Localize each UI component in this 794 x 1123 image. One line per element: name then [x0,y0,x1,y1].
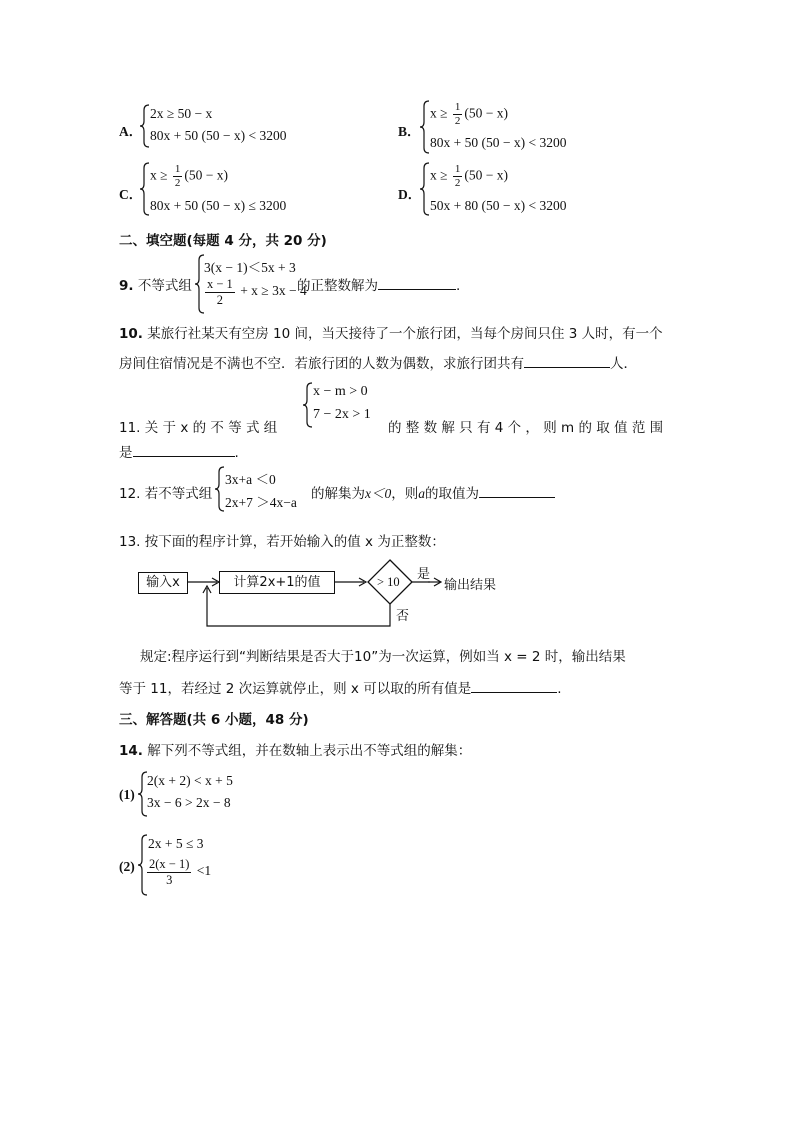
q12-line2: 2x+7 ＞4x−a [225,495,297,510]
q14-text: 14. 解下列不等式组，并在数轴上表示出不等式组的解集： [119,743,472,759]
option-b-line1-end: (50 − x) [464,105,509,121]
fraction-denominator: 2 [454,115,461,127]
fraction-numerator: 2(x − 1) [149,857,190,871]
flowchart-connectors [130,558,430,630]
q13-rule-line1: 规定:程序运行到“判断结果是否大于10”为一次运算，例如当 x = 2 时，输出结果 [140,649,626,665]
q13-text: 13. 按下面的程序计算，若开始输入的值 x 为正整数： [119,534,445,550]
q12-suffix: 的解集为x＜0，则a的取值为 [311,482,555,502]
compute-box: 计算2x+1的值 [219,571,335,594]
section-2-title: 二、填空题(每题 4 分，共 20 分) [119,233,327,249]
q12-prefix: 12. 若不等式组 [119,486,213,502]
q9-line1: 3(x − 1)＜5x + 3 [204,260,296,275]
option-d-line1-end: (50 − x) [464,167,509,183]
q14-part2-line1: 2x + 5 ≤ 3 [148,836,204,851]
fraction-denominator: 2 [174,177,181,189]
answer-blank[interactable] [479,496,555,498]
fraction-denominator: 2 [216,292,224,307]
q11-suffix: 的 整 数 解 只 有 4 个 ， 则 m 的 取 值 范 围 [388,420,664,436]
fraction-denominator: 3 [166,872,173,887]
fraction-numerator: 1 [454,101,461,113]
option-b-label: B． [398,124,421,139]
output-label: 输出结果 [444,578,497,593]
q11-system [303,382,393,428]
no-label: 否 [396,609,410,624]
option-c-line2: 80x + 50 (50 − x) ≤ 3200 [150,198,287,213]
answer-blank[interactable] [378,288,456,290]
option-d-line2: 50x + 80 (50 − x) < 3200 [430,198,567,213]
option-a-line1: 2x ≥ 50 − x [150,106,213,121]
option-a-system [140,104,300,148]
answer-blank[interactable] [471,691,557,693]
option-b-line1-start: x ≥ [430,105,451,121]
option-b-system [420,100,590,154]
q14-part2-system [138,834,258,896]
q11-line2: 是 . [119,445,239,461]
q10-line1: 10. 某旅行社某天有空房 10 间，当天接待了一个旅行团，当每个房间只住 3 人时，有一个 [119,326,663,342]
q13-rule-line2: 等于 11，若经过 2 次运算就停止，则 x 可以取的所有值是 . [119,681,562,697]
left-brace-icon [140,104,150,148]
q14-part1-line1: 2(x + 2) < x + 5 [147,773,233,788]
option-b-line2: 80x + 50 (50 − x) < 3200 [430,135,567,150]
option-d-label: D． [398,187,422,202]
q14-part2-label: (2) [119,859,135,874]
option-a-label: A． [119,124,143,139]
option-c-system [140,162,310,216]
option-d-line1-start: x ≥ [430,167,451,183]
section-3-title: 三、解答题(共 6 小题，48 分) [119,712,309,728]
input-box: 输入x [138,572,188,594]
q12-system [215,466,315,512]
q14-part1-line2: 3x − 6 > 2x − 8 [147,795,231,810]
q11-line1: x − m > 0 [313,384,368,399]
decision-label: > 10 [377,575,400,589]
q14-part1-system [138,771,258,817]
q10-line2: 房间住宿情况是不满也不空．若旅行团的人数为偶数，求旅行团共有 人． [119,356,637,372]
left-brace-icon [215,466,225,512]
q14-part2-line2-end: <1 [193,863,212,879]
answer-blank[interactable] [524,366,610,368]
q12-line1: 3x+a ＜0 [225,472,276,487]
q14-part1-label: (1) [119,787,135,802]
option-c-line1-start: x ≥ [150,167,171,183]
left-brace-icon [303,382,313,428]
option-c-line1-end: (50 − x) [184,167,229,183]
q9-prefix: 9. 不等式组 [119,278,192,294]
arrow-head-icon [428,576,442,588]
fraction-numerator: 1 [174,163,181,175]
fraction-numerator: x − 1 [207,277,233,291]
q9-suffix: 的正整数解为 . [297,278,461,294]
option-c-label: C． [119,187,143,202]
answer-blank[interactable] [133,455,235,457]
q9-line2-end: + x ≥ 3x − 4 [236,283,307,299]
option-a-line2: 80x + 50 (50 − x) < 3200 [150,128,287,143]
q11-line2: 7 − 2x > 1 [313,407,371,422]
yes-label: 是 [417,567,431,582]
left-brace-icon [140,162,150,216]
q11-prefix: 11. 关 于 x 的 不 等 式 组 [119,420,278,436]
left-brace-icon [420,100,430,154]
option-d-system [420,162,590,216]
fraction-denominator: 2 [454,177,461,189]
fraction-numerator: 1 [454,163,461,175]
left-brace-icon [420,162,430,216]
